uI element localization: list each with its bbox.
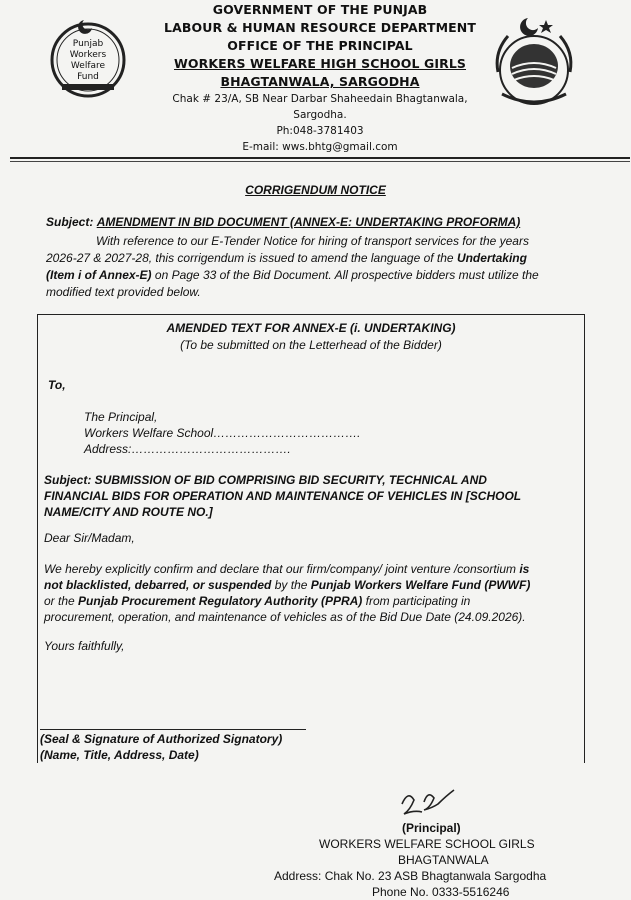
header-department: LABOUR & HUMAN RESOURCE DEPARTMENT [164,20,476,35]
notice-body-line4: modified text provided below. [46,285,201,299]
notice-body-line3: (Item i of Annex-E) on Page 33 of the Bid Document. All prospective bidders must utilize the [46,268,539,282]
notice-body-line1: With reference to our E-Tender Notice for hiring of transport services for the years [96,234,529,248]
svg-text:Workers: Workers [69,50,107,60]
letter-subject-line3: NAME/CITY AND ROUTE NO.] [44,505,213,519]
notice-subject: Subject: AMENDMENT IN BID DOCUMENT (ANNEX-E: UNDERTAKING PROFORMA) [46,215,521,229]
letter-subject-line2: FINANCIAL BIDS FOR OPERATION AND MAINTENANCE OF VEHICLES IN [SCHOOL [44,489,522,503]
letter-address: Address:…………………………………. [84,442,291,456]
declaration-line3: or the Punjab Procurement Regulatory Authority (PPRA) from participating in [44,594,471,608]
header-government: GOVERNMENT OF THE PUNJAB [212,2,428,17]
footer-town: BHAGTANWALA [398,853,489,867]
header-address-line2: Sargodha. [293,109,347,121]
footer-role: (Principal) [402,821,461,835]
svg-text:Welfare: Welfare [70,61,106,71]
header-email: E-mail: wws.bhtg@gmail.com [242,141,398,153]
letter-closing: Yours faithfully, [44,639,125,653]
header-office: OFFICE OF THE PRINCIPAL [227,38,413,53]
signature-line [40,729,306,730]
header-divider-thin [10,161,630,162]
header-location: BHAGTANWALA, SARGODHA [220,74,420,89]
declaration-line2: not blacklisted, debarred, or suspended by the Punjab Workers Welfare Fund (PWWF) [44,578,531,592]
footer-phone: Phone No. 0333-5516246 [372,885,510,899]
letter-to: To, [48,378,66,392]
principal-signature [398,784,456,820]
header-phone: Ph:048-3781403 [276,125,364,137]
punjab-emblem-logo [488,12,580,112]
declaration-line4: procurement, operation, and maintenance of vehicles as of the Bid Due Date (24.09.2026). [44,610,526,624]
footer-address: Address: Chak No. 23 ASB Bhagtanwala Sargodha [274,869,547,883]
header-divider [10,157,630,159]
svg-text:Punjab: Punjab [72,39,104,49]
declaration-line1: We hereby explicitly confirm and declare that our firm/company/ joint venture /consortium is [44,562,530,576]
svg-text:Fund: Fund [77,72,99,82]
letter-addressee: The Principal, [84,410,158,424]
signature-label: (Seal & Signature of Authorized Signatory) [40,732,283,746]
box-title: AMENDED TEXT FOR ANNEX-E (i. UNDERTAKING) [166,321,456,335]
notice-body-line2: 2026-27 & 2027-28, this corrigendum is issued to amend the language of the Undertaking [46,251,527,265]
footer-school: WORKERS WELFARE SCHOOL GIRLS [319,837,535,851]
pwwf-logo [44,14,132,102]
letter-salutation: Dear Sir/Madam, [44,531,135,545]
box-subtitle: (To be submitted on the Letterhead of the Bidder) [180,338,442,352]
signature-details: (Name, Title, Address, Date) [40,748,199,762]
notice-title: CORRIGENDUM NOTICE [245,183,386,197]
header-school: WORKERS WELFARE HIGH SCHOOL GIRLS [173,56,467,71]
letter-subject-line1: Subject: SUBMISSION OF BID COMPRISING BID SECURITY, TECHNICAL AND [44,473,487,487]
letter-school: Workers Welfare School………………………………. [84,426,361,440]
header-address-line1: Chak # 23/A, SB Near Darbar Shaheedain Bhagtanwala, [172,93,468,105]
